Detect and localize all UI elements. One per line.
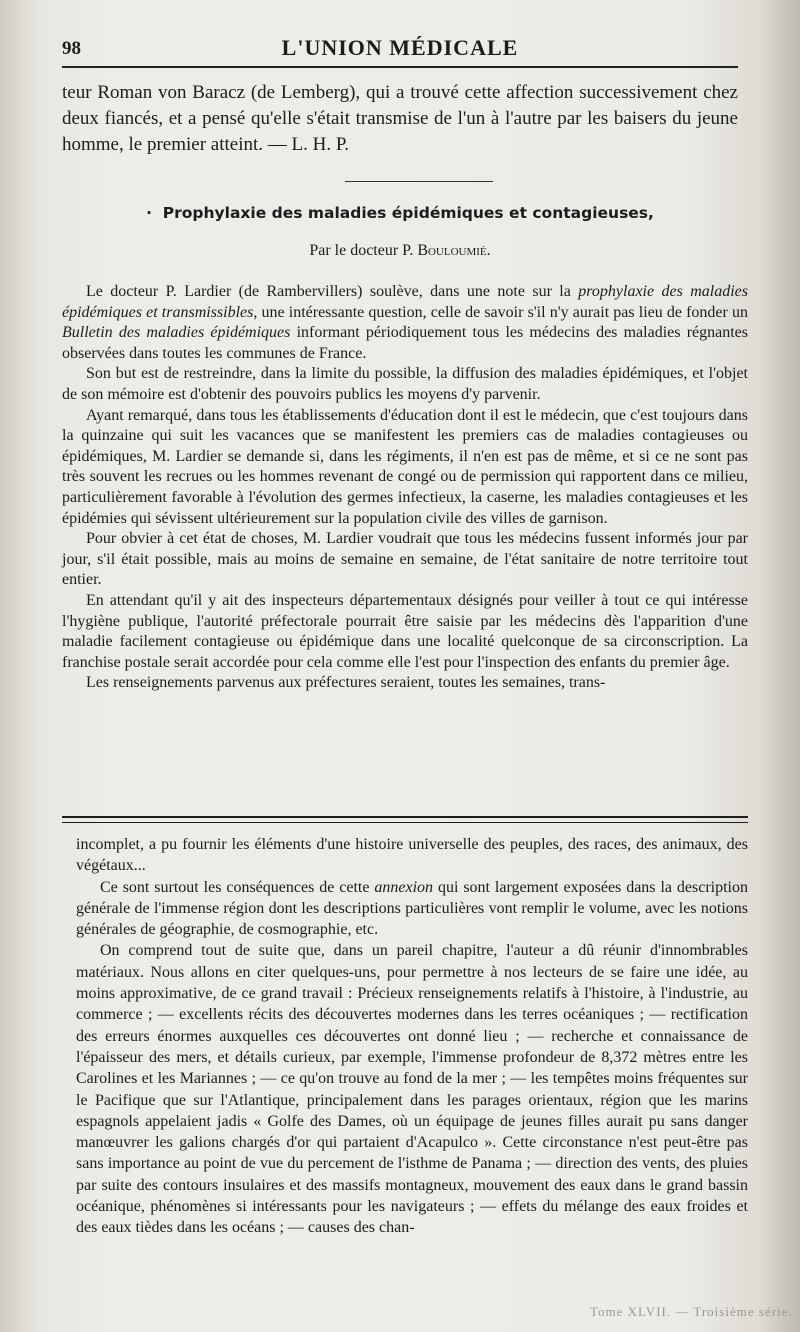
- previous-article-ending: teur Roman von Baracz (de Lemberg), qui a trouvé cette affection successivement chez deux fiancés, et a pensé qu'elle s'était transmise de l'un à l'autre par les baisers du jeune homme, le premier atteint. — L. H. P.: [62, 82, 738, 155]
- author-name: Bouloumié.: [417, 242, 491, 259]
- paragraph: Les renseignements parvenus aux préfectures seraient, toutes les semaines, trans-: [86, 674, 606, 692]
- paragraph: En attendant qu'il y ait des inspecteurs départementaux désignés pour veiller à tout ce qui intéresse l'hygiène publique, l'autorité préfectorale pourrait être saisie par les médecins dès l'apparition d'une maladie facilement contagieuse ou épidémique dans une localité quelconque de sa circonscription. La franchise postale serait accordée pour cela comme elle l'est pour l'inspection des enfants du premier âge.: [62, 591, 748, 671]
- italic-run: annexion: [374, 878, 434, 896]
- page-number: 98: [62, 38, 81, 59]
- author-prefix: Par le docteur P.: [309, 242, 418, 259]
- article-title-text: Prophylaxie des maladies épidémiques et contagieuses,: [162, 204, 654, 222]
- footer-note: Tome XLVII. — Troisième série.: [590, 1304, 793, 1319]
- feuilleton-body: [76, 834, 748, 1239]
- article-body: [62, 282, 748, 694]
- italic-run: prophylaxie des maladies épidémiques et transmissibles: [62, 283, 749, 321]
- italic-run: Bulletin des maladies épidémiques: [62, 324, 291, 342]
- text-run: , une intéressante question, celle de savoir s'il n'y aurait pas lieu de fonder un: [253, 303, 749, 321]
- text-run: informant périodiquement tous les médecins des maladies régnantes observées dans toutes les communes de France.: [62, 324, 749, 362]
- paragraph: [62, 282, 748, 364]
- paragraph: Pour obvier à cet état de choses, M. Lardier voudrait que tous les médecins fussent informés jour par jour, s'il était possible, mais au moins de semaine en semaine, de l'état sanitaire de notre territoire tout entier.: [62, 530, 748, 589]
- article-title: [100, 204, 700, 222]
- header-rule: [62, 66, 738, 68]
- paragraph: [76, 877, 748, 941]
- paragraph: incomplet, a pu fournir les éléments d'une histoire universelle des peuples, des races, des animaux, des végétaux...: [76, 836, 748, 875]
- journal-title: L'UNION MÉDICALE: [281, 35, 519, 60]
- paragraph: On comprend tout de suite que, dans un pareil chapitre, l'auteur a dû réunir d'innombrables matériaux. Nous allons en citer quelques-uns, pour permettre à nos lecteurs de se faire une idée, au moins approximative, de ce grand travail : Précieux renseignements relatifs à l'histoire, à l'industrie, au commerce ; — excellents récits des découvertes modernes dans les terres océaniques ; — rectification des erreurs énormes auxquelles ces découvertes ont donné lieu ; — recherche et connaissance de l'épaisseur des mers, et détails curieux, par exemple, l'immense profondeur de 8,372 mètres entre les Carolines et les Mariannes ; — ce qu'on trouve au fond de la mer ; — les tempêtes moins fréquentes sur le Pacifique que sur l'Atlantique, principalement dans les parages orientaux, région que les marins espagnols appelaient jadis « Golfe des Dames, où un équipage de jeunes filles aurait pu sans danger manœuvrer les galions chargés d'or qui partaient d'Acapulco ». Cette circonstance n'est peut-être pas sans importance au point de vue du percement de l'isthme de Panama ; — direction des vents, des pluies par suite des contours insulaires et des massifs montagneux, mouvement des eaux dans le grand bassin océanique, phénomènes si intéressants pour les navigateurs ; — effets du mélange des eaux froides et des eaux tièdes dans les océans ; — causes des chan-: [76, 942, 748, 1237]
- text-run: qui sont largement exposées dans la description générale de l'immense région dont les descriptions particulières vont remplir le volume, avec les notions générales de géographie, de cosmographie, etc.: [76, 878, 749, 939]
- article-author: [100, 242, 700, 260]
- text-run: Ce sont surtout les conséquences de cette: [100, 878, 375, 896]
- section-separator: [345, 181, 493, 182]
- title-bullet: ·: [146, 204, 163, 222]
- page-header: [60, 34, 740, 62]
- paragraph: Son but est de restreindre, dans la limite du possible, la diffusion des maladies épidémiques, et l'objet de son mémoire est d'obtenir des pouvoirs publics les moyens d'y parvenir.: [62, 365, 748, 403]
- text-run: Le docteur P. Lardier (de Rambervillers) soulève, dans une note sur la: [86, 283, 579, 300]
- paragraph: Ayant remarqué, dans tous les établissements d'éducation dont il est le médecin, que c'est toujours dans la quinzaine qui suit les vacances que se manifestent les premiers cas de maladies contagieuses ou épidémiques, M. Lardier se demande si, dans les régiments, il n'en est pas de même, et si ce ne sont pas très souvent les recrues ou les hommes revenant de congé ou de permission qui rapportent dans ce milieu, particulièrement favorable à l'évolution des germes infectieux, la caserne, les maladies contagieuses et les épidémies qui sévissent ultérieurement sur la population civile des villes de garnison.: [62, 406, 748, 527]
- feuilleton-separator: [62, 816, 748, 823]
